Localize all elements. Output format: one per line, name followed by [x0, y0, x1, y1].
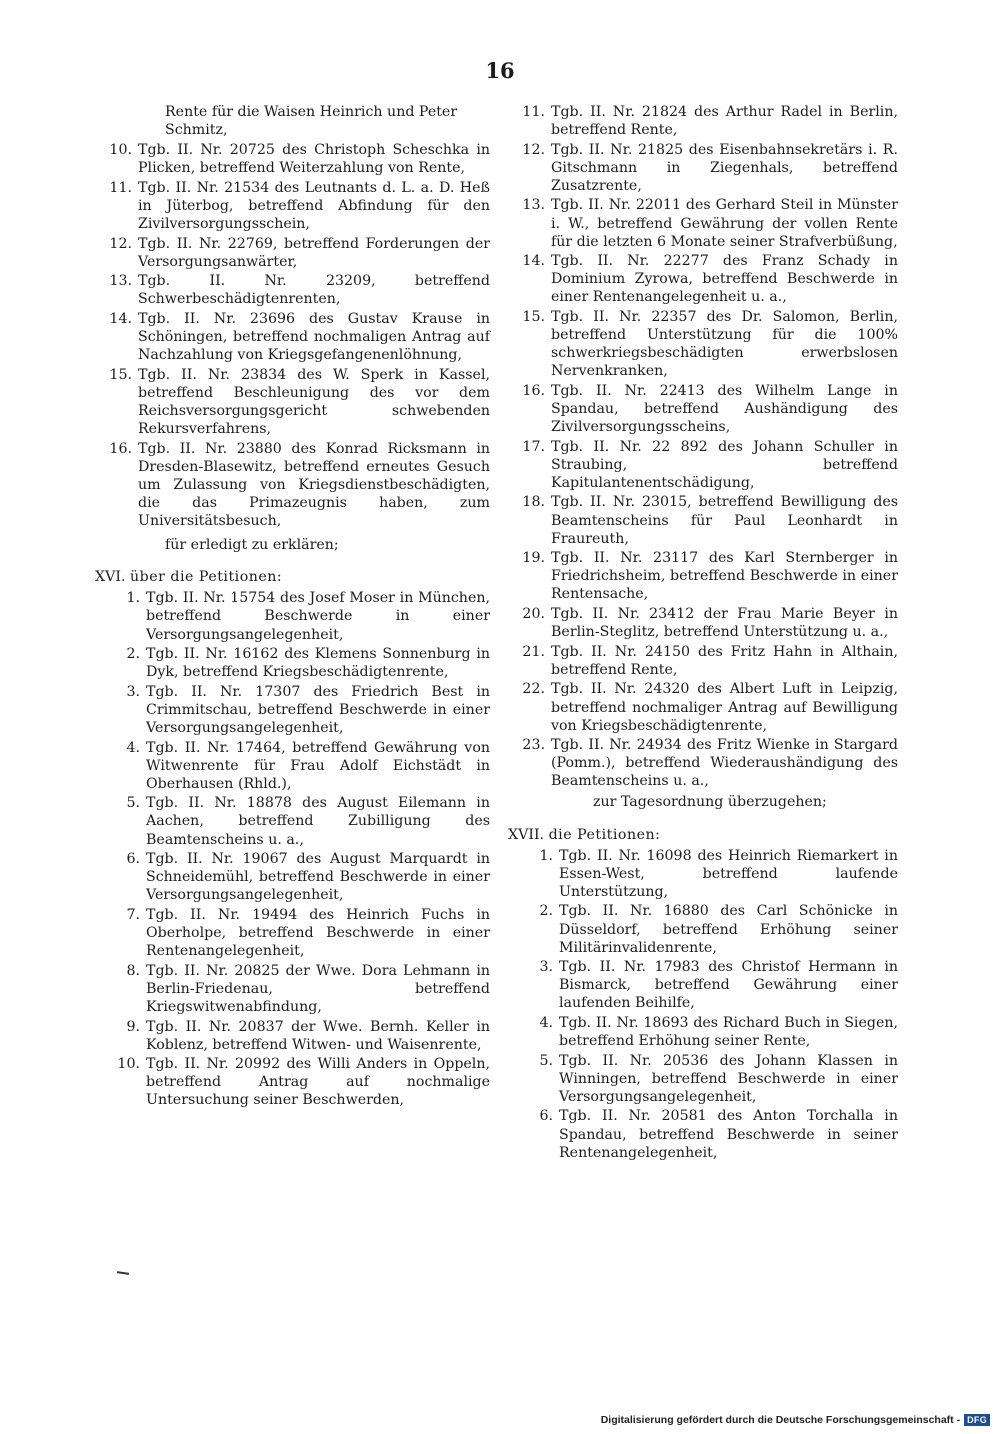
item-number: 1.	[126, 590, 140, 607]
list-item	[103, 645, 490, 681]
item-text: Tgb. II. Nr. 23209, betreffend Schwerbeschädigtenrenten,	[138, 273, 490, 308]
list-item	[95, 272, 490, 308]
list-item	[516, 1107, 898, 1161]
left-column	[95, 103, 490, 1111]
item-text: Tgb. II. Nr. 23880 des Konrad Ricksmann in Dresden-Blasewitz, betreffend erneutes Gesuch um Zulassung von Kriegsdienstbeschädigten, die das Primazeugnis haben, zum Universitätsbesuch,	[138, 440, 490, 530]
item-number: 17.	[522, 438, 545, 455]
item-text: Tgb. II. Nr. 24150 des Fritz Hahn in Althain, betreffend Rente,	[551, 643, 898, 678]
item-text: Tgb. II. Nr. 22357 des Dr. Salomon, Berlin, betreffend Unterstützung für die 100% schwerkriegsbeschädigten erwerbslosen Nervenkranken,	[551, 309, 898, 380]
item-text: Tgb. II. Nr. 24320 des Albert Luft in Leipzig, betreffend nochmaliger Antrag auf Bewilligung von Kriegsbeschädigtenrente,	[551, 681, 898, 734]
item-number: 13.	[109, 273, 132, 290]
item-number: 7.	[126, 906, 140, 923]
list-item	[95, 440, 490, 530]
left-entries-a	[95, 141, 490, 530]
section-number: XVII.	[508, 826, 545, 843]
item-text: Tgb. II. Nr. 16880 des Carl Schönicke in Düsseldorf, betreffend Erhöhung seiner Militärinvalidenrente,	[559, 903, 898, 956]
item-number: 2.	[539, 903, 553, 920]
list-item	[103, 962, 490, 1016]
list-item	[516, 847, 898, 901]
list-item	[508, 141, 898, 195]
item-text: Tgb. II. Nr. 21824 des Arthur Radel in Berlin, betreffend Rente,	[551, 104, 898, 139]
list-item	[508, 308, 898, 380]
item-text: Tgb. II. Nr. 23696 des Gustav Krause in Schöningen, betreffend nochmaligen Antrag auf Nachzahlung von Kriegsgefangenenlöhnung,	[138, 311, 490, 364]
dfg-logo-icon: DFG	[964, 1414, 990, 1426]
item-text: Tgb. II. Nr. 22413 des Wilhelm Lange in Spandau, betreffend Aushändigung des Zivilversorgungsscheins,	[551, 382, 898, 436]
item-number: 15.	[109, 366, 132, 383]
item-text: Tgb. II. Nr. 22277 des Franz Schady in Dominium Zyrowa, betreffend Beschwerde in einer Rentenangelegenheit u. a.,	[551, 253, 898, 306]
list-item	[516, 902, 898, 956]
item-number: 8.	[126, 962, 140, 979]
list-item	[95, 179, 490, 233]
list-item	[103, 906, 490, 960]
list-item	[103, 794, 490, 848]
list-item	[103, 850, 490, 904]
list-item	[508, 196, 898, 250]
item-text: Tgb. II. Nr. 18878 des August Eilemann in Aachen, betreffend Zubilligung des Beamtenscheins u. a.,	[146, 795, 490, 848]
item-number: 6.	[539, 1108, 553, 1125]
left-entries-b	[103, 589, 490, 1109]
item-number: 12.	[109, 235, 132, 252]
item-text: Tgb. II. Nr. 20536 des Johann Klassen in Winningen, betreffend Beschwerde in einer Versorgungsangelegenheit,	[559, 1052, 898, 1105]
right-entries-b	[516, 847, 898, 1162]
item-text: Tgb. II. Nr. 20825 der Wwe. Dora Lehmann in Berlin-Friedenau, betreffend Kriegswitwenabfindung,	[146, 962, 490, 1015]
list-item	[516, 1052, 898, 1106]
list-item	[103, 589, 490, 643]
item-number: 4.	[539, 1015, 553, 1031]
item-text: Tgb. II. Nr. 18693 des Richard Buch in Siegen, betreffend Erhöhung seiner Rente,	[559, 1015, 898, 1050]
item-text: Tgb. II. Nr. 22 892 des Johann Schuller in Straubing, betreffend Kapitulantenentschädigung,	[551, 438, 898, 491]
item-number: 3.	[539, 959, 553, 976]
list-item	[508, 605, 898, 641]
closing-erledigt: für erledigt zu erklären;	[165, 537, 339, 554]
item-text: Tgb. II. Nr. 20992 des Willi Anders in Oppeln, betreffend Antrag auf nochmalige Untersuchung seiner Beschwerden,	[146, 1056, 490, 1109]
item-number: 1.	[539, 847, 553, 864]
digitization-footer	[601, 1412, 990, 1428]
item-text: Tgb. II. Nr. 22011 des Gerhard Steil in Münster i. W., betreffend Gewährung der vollen Rente für die letzten 6 Monate seiner Strafverbüßung,	[551, 197, 898, 250]
page-number: 16	[485, 58, 515, 83]
item-number: 13.	[522, 197, 545, 214]
item-text: Tgb. II. Nr. 21825 des Eisenbahnsekretärs i. R. Gitschmann in Ziegenhals, betreffend Zusatzrente,	[551, 141, 898, 194]
item-number: 19.	[522, 550, 545, 567]
section-xvi-heading	[95, 568, 490, 586]
list-item	[103, 683, 490, 737]
list-item	[95, 235, 490, 271]
item-text: Tgb. II. Nr. 20581 des Anton Torchalla in Spandau, betreffend Beschwerde in seiner Rentenangelegenheit,	[559, 1108, 898, 1161]
item-text: Tgb. II. Nr. 19494 des Heinrich Fuchs in Oberholpe, betreffend Beschwerde in einer Rentenangelegenheit,	[146, 906, 490, 960]
item-text: Tgb. II. Nr. 21534 des Leutnants d. L. a. D. Heß in Jüterbog, betreffend Abfindung für den Zivilversorgungsschein,	[138, 179, 490, 233]
item-number: 20.	[522, 606, 545, 623]
list-item	[508, 103, 898, 139]
right-column	[508, 103, 898, 1163]
item-text: Tgb. II. Nr. 16098 des Heinrich Riemarkert in Essen-West, betreffend laufende Unterstützung,	[559, 847, 898, 900]
list-item	[103, 1055, 490, 1109]
item-number: 5.	[126, 795, 140, 812]
list-item	[103, 739, 490, 793]
item-text: Tgb. II. Nr. 23117 des Karl Sternberger in Friedrichsheim, betreffend Beschwerde in einer Rentensache,	[551, 550, 898, 603]
list-item	[516, 1014, 898, 1050]
list-item	[508, 549, 898, 603]
item-text: Tgb. II. Nr. 15754 des Josef Moser in München, betreffend Beschwerde in einer Versorgungsangelegenheit,	[146, 590, 490, 643]
item-number: 22.	[522, 681, 545, 698]
section-xvii-heading	[508, 826, 898, 844]
closing-tagesordnung: zur Tagesordnung überzugehen;	[593, 794, 827, 811]
item-number: 10.	[109, 142, 132, 159]
item-text: Tgb. II. Nr. 17983 des Christof Hermann in Bismarck, betreffend Gewährung einer laufenden Beihilfe,	[559, 959, 898, 1012]
section-number: XVI.	[95, 569, 126, 586]
item-number: 23.	[522, 737, 545, 754]
list-item	[508, 643, 898, 679]
item-text: Tgb. II. Nr. 24934 des Fritz Wienke in Stargard (Pomm.), betreffend Wiederaushändigung des Beamtenscheins u. a.,	[551, 737, 898, 790]
item-number: 14.	[522, 253, 545, 270]
item-number: 6.	[126, 851, 140, 868]
item-text: Tgb. II. Nr. 16162 des Klemens Sonnenburg in Dyk, betreffend Kriegsbeschädigtenrente,	[146, 646, 490, 681]
item-text: Tgb. II. Nr. 17464, betreffend Gewährung von Witwenrente für Frau Adolf Eichstädt in Oberhausen (Rhld.),	[146, 739, 490, 792]
item-text: Tgb. II. Nr. 20837 der Wwe. Bernh. Keller in Koblenz, betreffend Witwen- und Waisenrente,	[146, 1018, 490, 1053]
list-item	[103, 1018, 490, 1054]
item-text: Tgb. II. Nr. 17307 des Friedrich Best in Crimmitschau, betreffend Beschwerde in einer Versorgungsangelegenheit,	[146, 683, 490, 736]
item-number: 14.	[109, 311, 132, 328]
item-text: Tgb. II. Nr. 20725 des Christoph Scheschka in Plicken, betreffend Weiterzahlung von Rente,	[138, 142, 490, 177]
item-text: Tgb. II. Nr. 23834 des W. Sperk in Kassel, betreffend Beschleunigung des vor dem Reichsversorgungsgericht schwebenden Rekursverfahrens,	[138, 366, 490, 438]
item-number: 11.	[109, 179, 132, 196]
list-item	[508, 438, 898, 492]
list-item	[95, 310, 490, 364]
item-text: Tgb. II. Nr. 23015, betreffend Bewilligung des Beamtenscheins für Paul Leonhardt in Fraureuth,	[551, 494, 898, 547]
item-number: 9.	[126, 1018, 140, 1035]
item-number: 2.	[126, 646, 140, 663]
list-item	[508, 493, 898, 547]
item-number: 16.	[109, 440, 132, 457]
list-item	[508, 252, 898, 306]
list-item	[508, 382, 898, 436]
item-number: 3.	[126, 683, 140, 700]
footer-text: Digitalisierung gefördert durch die Deutsche Forschungsgemeinschaft -	[600, 1414, 961, 1426]
item-number: 15.	[522, 309, 545, 326]
item-text: Tgb. II. Nr. 23412 der Frau Marie Beyer in Berlin-Steglitz, betreffend Unterstützung u. a.,	[551, 606, 898, 641]
item-number: 12.	[522, 141, 545, 158]
item-text: Tgb. II. Nr. 19067 des August Marquardt in Schneidemühl, betreffend Beschwerde in einer Versorgungsangelegenheit,	[146, 851, 490, 904]
list-item	[516, 958, 898, 1012]
continuation-text: Rente für die Waisen Heinrich und Peter Schmitz,	[165, 104, 458, 139]
item-number: 4.	[126, 739, 140, 756]
list-item	[508, 680, 898, 734]
item-number: 21.	[522, 643, 545, 660]
item-number: 18.	[522, 494, 545, 511]
item-number: 5.	[539, 1052, 553, 1069]
section-title: über die Petitionen:	[129, 569, 283, 586]
item-number: 10.	[117, 1056, 140, 1073]
list-item	[95, 366, 490, 438]
right-entries-a	[508, 103, 898, 790]
item-number: 16.	[522, 382, 545, 399]
section-title: die Petitionen:	[548, 826, 661, 843]
stray-ink-mark	[117, 1271, 129, 1275]
list-item	[95, 141, 490, 177]
item-number: 11.	[522, 104, 545, 120]
item-text: Tgb. II. Nr. 22769, betreffend Forderungen der Versorgungsanwärter,	[138, 235, 490, 270]
list-item	[508, 736, 898, 790]
